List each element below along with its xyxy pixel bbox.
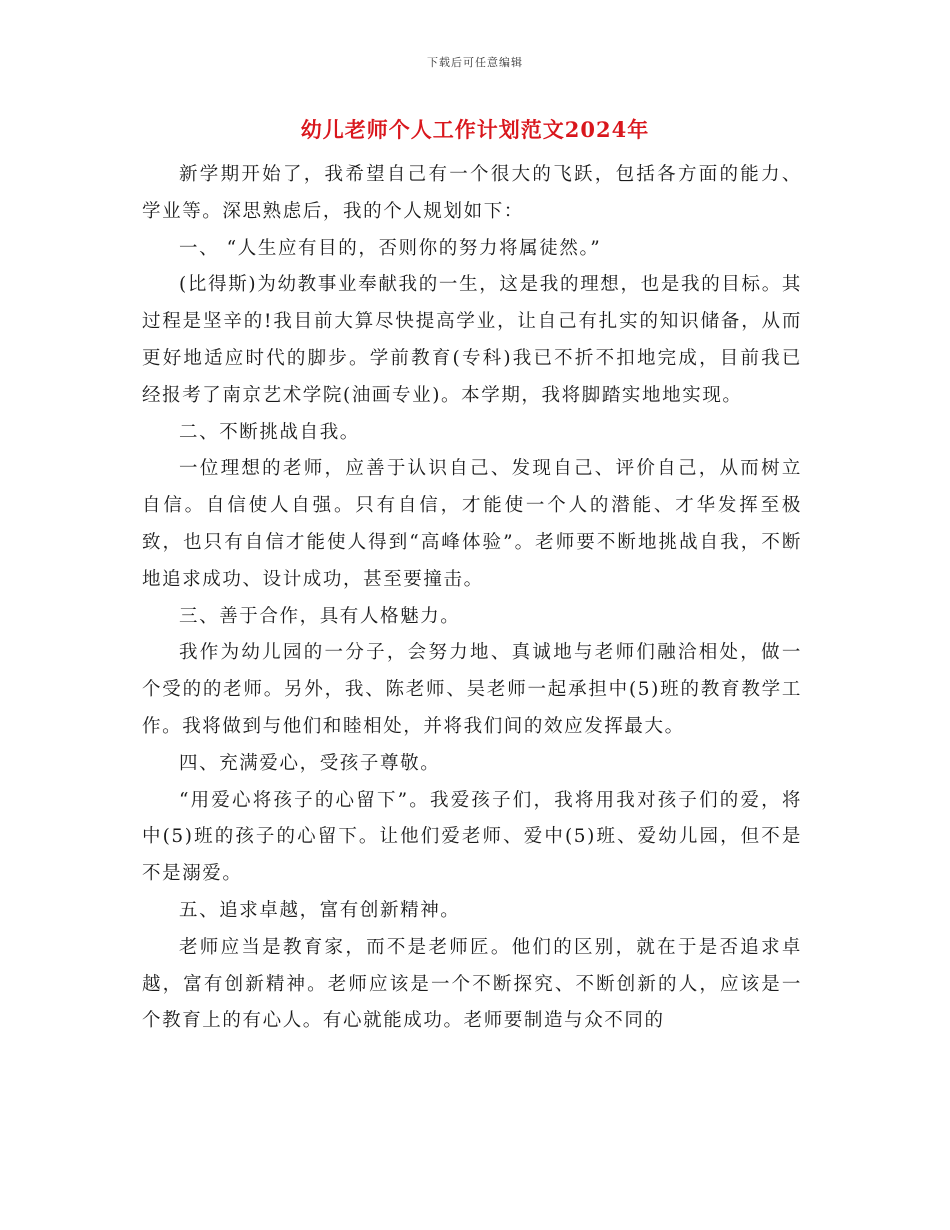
body-paragraph: (比得斯)为幼教事业奉献我的一生，这是我的理想，也是我的目标。其过程是坚辛的!我目前大算尽快提高学业，让自己有扎实的知识储备，从而更好地适应时代的脚步。学前教育(专科)我已不折不扣地完成，目前我已经报考了南京艺术学院(油画专业)。本学期，我将脚踏实地地实现。 (142, 274, 802, 406)
document-title: 幼儿老师个人工作计划范文2024年 (300, 117, 650, 142)
section-heading: 五、追求卓越，富有创新精神。 (179, 899, 461, 921)
document-body (142, 157, 802, 1040)
body-paragraph: “用爱心将孩子的心留下”。我爱孩子们，我将用我对孩子们的爱，将中(5)班的孩子的心留下。让他们爱老师、爱中(5)班、爱幼儿园，但不是不是溺爱。 (142, 789, 802, 885)
body-paragraph: 老师应当是教育家，而不是老师匠。他们的区别，就在于是否追求卓越，富有创新精神。老师应该是一个不断探究、不断创新的人，应该是一个教育上的有心人。有心就能成功。老师要制造与众不同的 (142, 936, 802, 1032)
body-paragraph: 我作为幼儿园的一分子，会努力地、真诚地与老师们融洽相处，做一个受的的老师。另外，我、陈老师、吴老师一起承担中(5)班的教育教学工作。我将做到与他们和睦相处，并将我们间的效应发挥最大。 (142, 642, 802, 737)
section-heading: 一、 “人生应有目的，否则你的努力将属徒然。” (179, 237, 602, 259)
body-paragraph: 一位理想的老师，应善于认识自己、发现自己、评价自己，从而树立自信。自信使人自强。只有自信，才能使一个人的潜能、才华发挥至极致，也只有自信才能使人得到“高峰体验”。老师要不断地挑战自我，不断地追求成功、设计成功，甚至要撞击。 (142, 458, 802, 590)
section-heading: 四、充满爱心，受孩子尊敬。 (179, 752, 441, 774)
section-heading: 三、善于合作，具有人格魅力。 (179, 605, 461, 627)
page-header-note: 下载后可任意编辑 (427, 56, 523, 69)
section-heading: 二、不断挑战自我。 (179, 421, 360, 443)
body-paragraph: 新学期开始了，我希望自己有一个很大的飞跃，包括各方面的能力、学业等。深思熟虑后，我的个人规划如下： (142, 164, 802, 222)
